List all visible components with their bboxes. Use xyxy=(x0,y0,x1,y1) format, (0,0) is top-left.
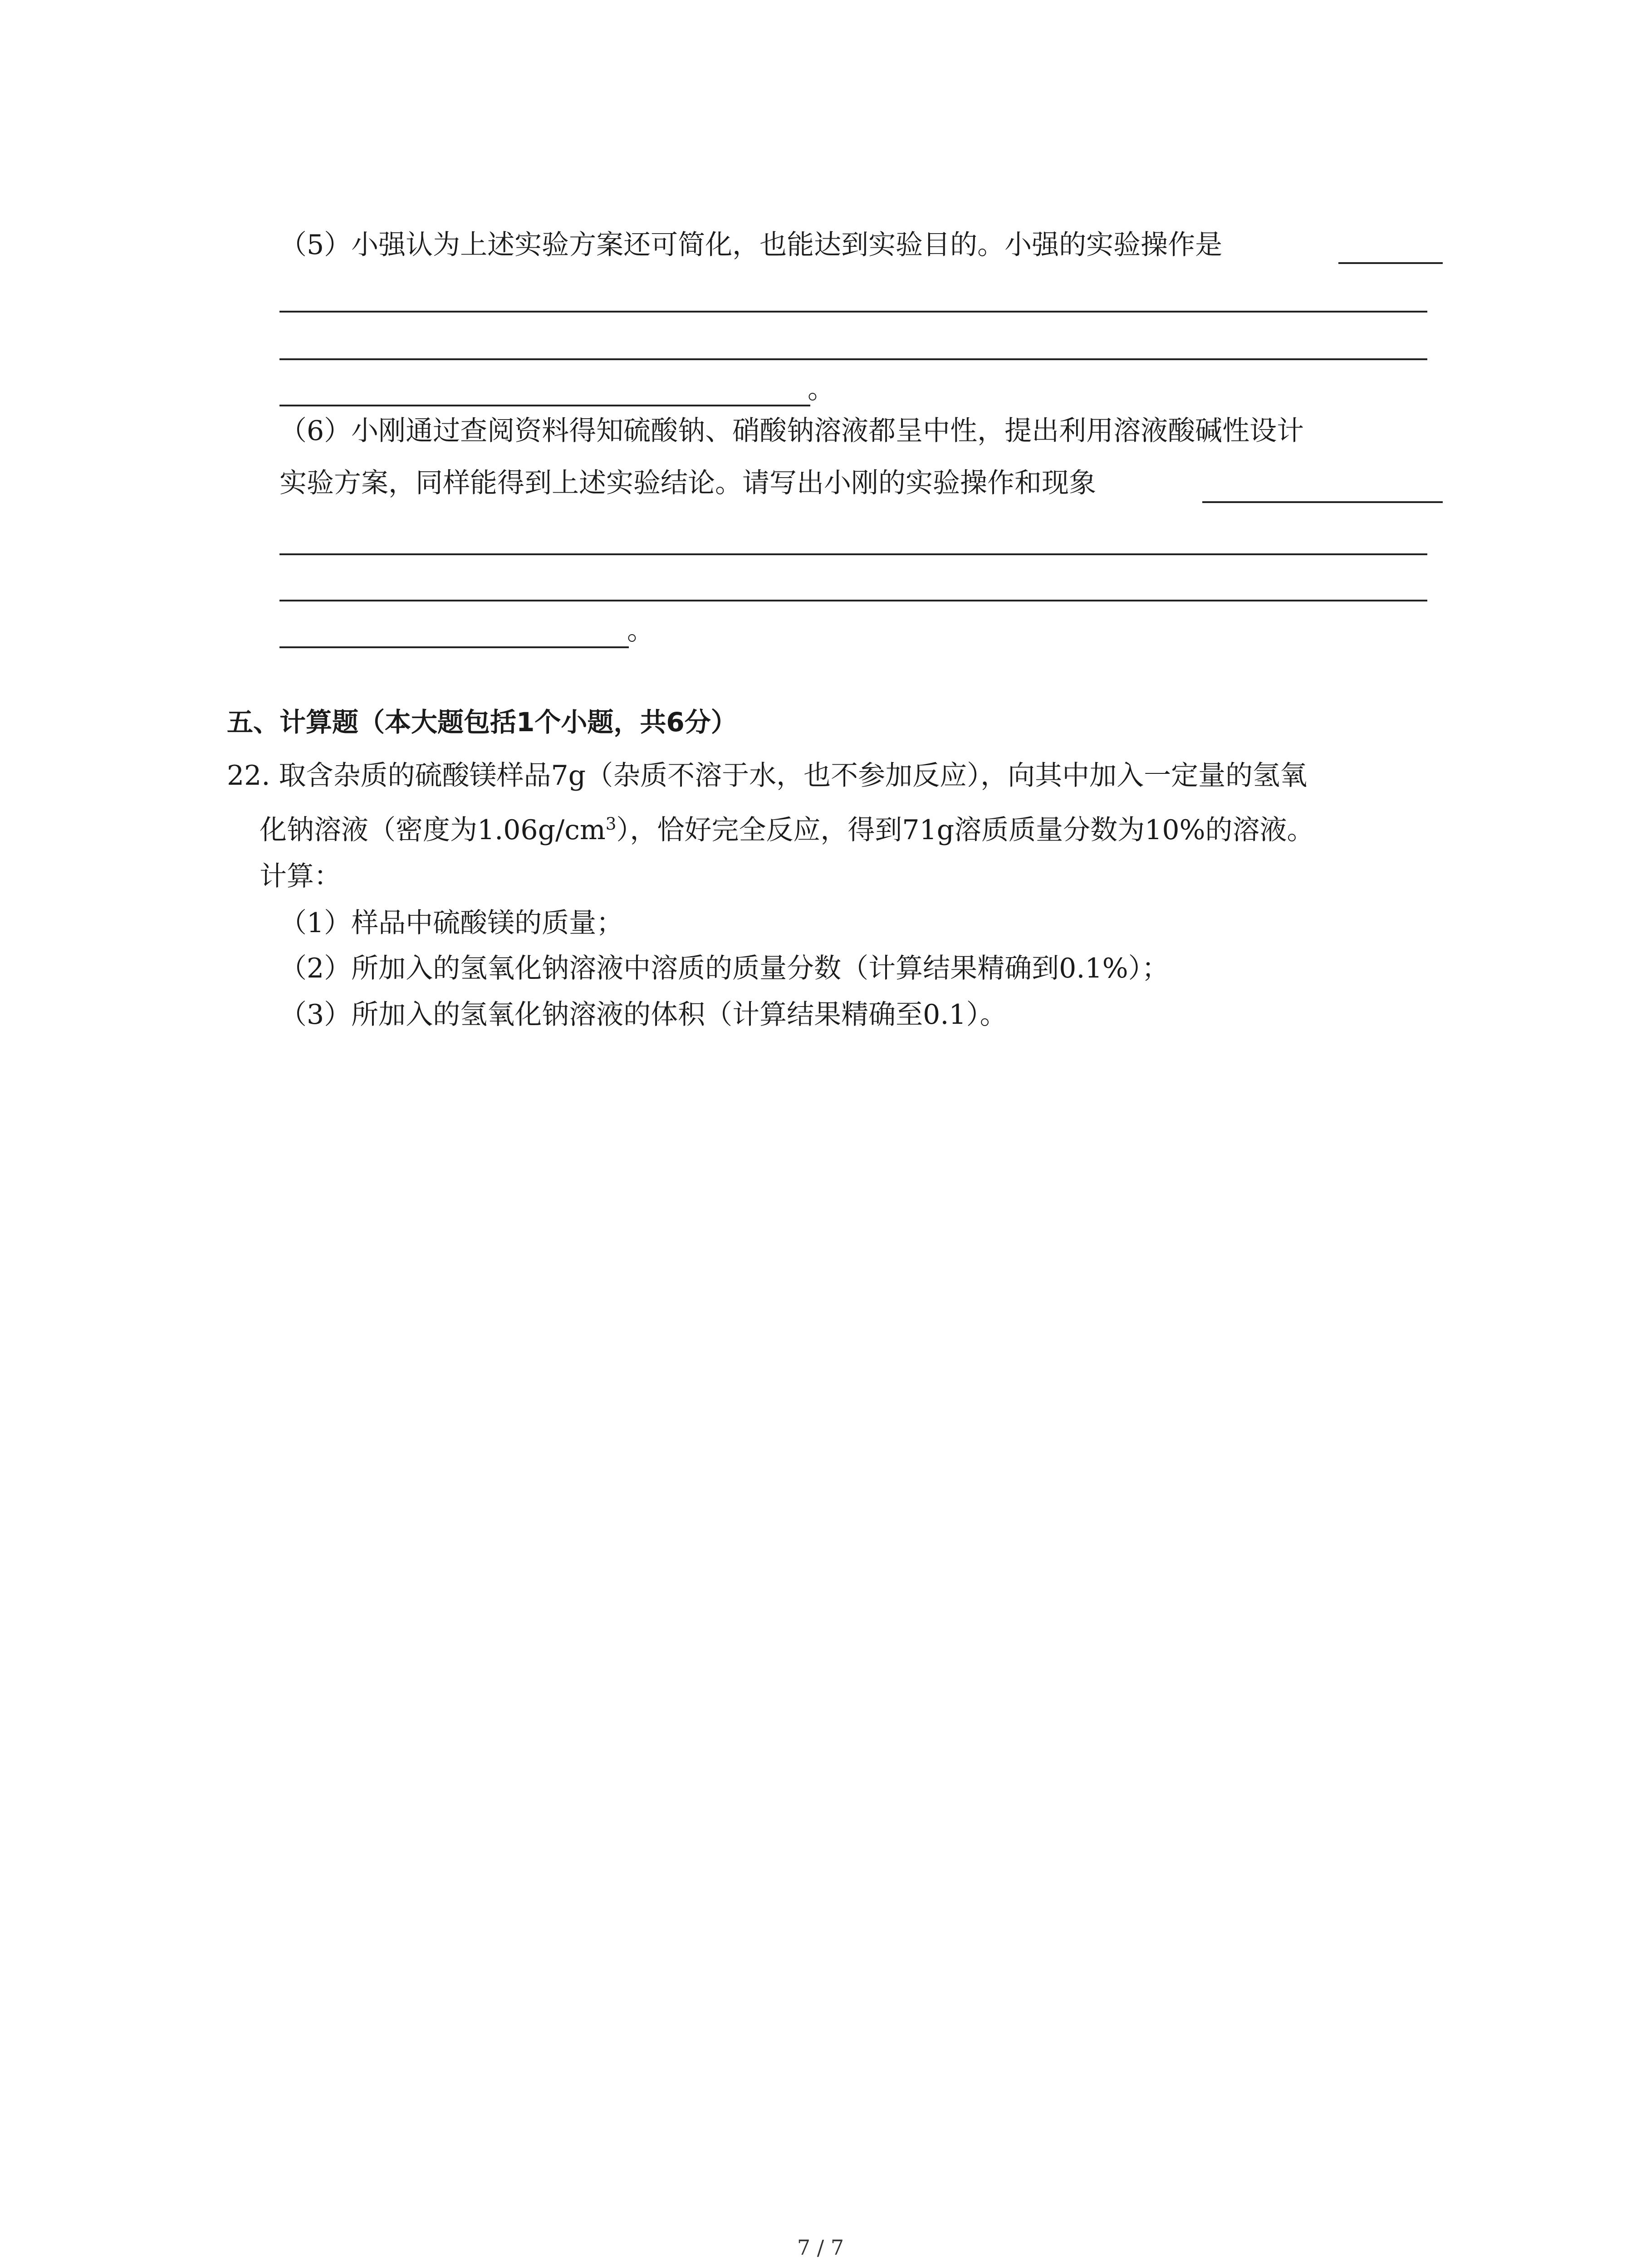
q22-subquestion-1: （1）样品中硫酸镁的质量； xyxy=(279,907,624,939)
q6-line1: （6）小刚通过查阅资料得知硫酸钠、硝酸钠溶液都呈中性，提出利用溶液酸碱性设计 xyxy=(279,415,1304,447)
q6-period: 。 xyxy=(627,615,654,646)
q5-answer-blank-2[interactable] xyxy=(279,311,1427,313)
q6-answer-blank-3[interactable] xyxy=(279,600,1427,601)
q5-answer-blank-3[interactable] xyxy=(279,358,1427,360)
q5-text: （5）小强认为上述实验方案还可简化，也能达到实验目的。小强的实验操作是 xyxy=(279,229,1223,261)
q22-line2 xyxy=(260,812,1314,848)
q22-subquestion-3: （3）所加入的氢氧化钠溶液的体积（计算结果精确至0.1）。 xyxy=(279,999,1007,1031)
q5-answer-blank-4[interactable] xyxy=(279,405,810,406)
q22-line2-text: 化钠溶液（密度为1.06g/cm xyxy=(260,814,606,846)
q6-answer-blank-4[interactable] xyxy=(279,646,629,648)
q6-answer-blank-1[interactable] xyxy=(1202,501,1443,503)
q6-answer-blank-2[interactable] xyxy=(279,553,1427,555)
page-number: 7 / 7 xyxy=(797,2235,844,2260)
q22-subquestion-2: （2）所加入的氢氧化钠溶液中溶质的质量分数（计算结果精确到0.1%）； xyxy=(279,953,1169,984)
q22-line2-superscript: 3 xyxy=(605,814,617,834)
q5-period: 。 xyxy=(808,373,835,405)
q22-line3: 计算： xyxy=(260,860,341,892)
q6-line2: 实验方案，同样能得到上述实验结论。请写出小刚的实验操作和现象 xyxy=(279,467,1096,499)
q5-answer-blank-1[interactable] xyxy=(1338,262,1443,264)
q22-line2-rest: ），恰好完全反应，得到71g溶质质量分数为10%的溶液。 xyxy=(616,814,1314,846)
section-heading: 五、计算题（本大题包括1个小题，共6分） xyxy=(227,707,737,738)
q22-line1: 22. 取含杂质的硫酸镁样品7g（杂质不溶于水，也不参加反应），向其中加入一定量的氢氧 xyxy=(227,760,1308,792)
